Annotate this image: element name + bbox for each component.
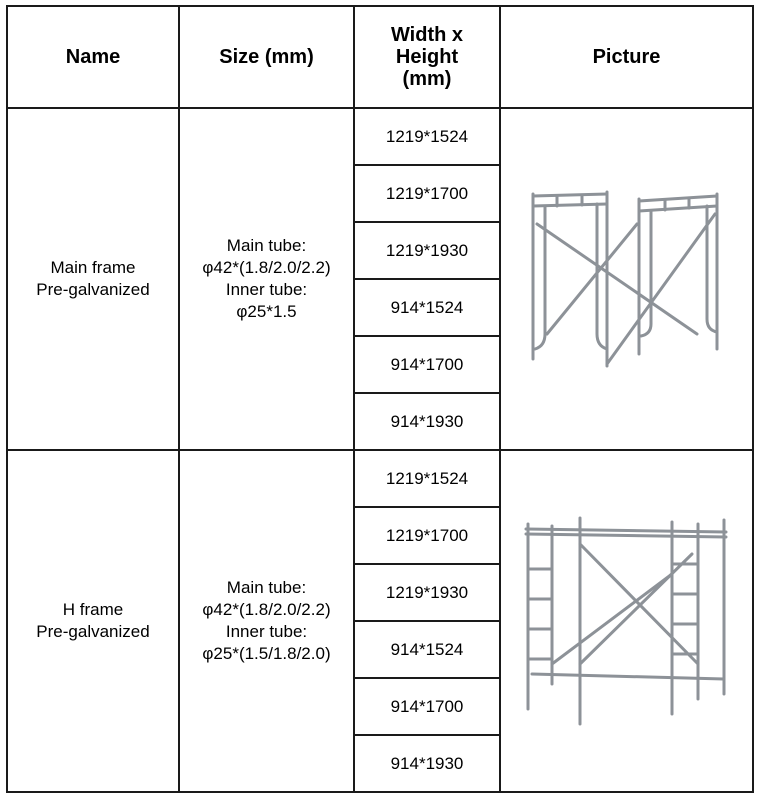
table-row [7,450,753,507]
main-frame-dim: 1219*1930 [354,222,500,279]
h-frame-dim: 914*1700 [354,678,500,735]
h-frame-picture [500,450,753,792]
h-frame-dim: 914*1524 [354,621,500,678]
h-frame-size: Main tube: φ42*(1.8/2.0/2.2) Inner tube: φ25*(1.5/1.8/2.0) [179,450,354,792]
walk-through-scaffold-frame-image [527,184,727,374]
main-frame-dim: 1219*1700 [354,165,500,222]
main-frame-picture [500,108,753,450]
h-frame-dim: 1219*1700 [354,507,500,564]
frame-spec-table [6,5,754,793]
h-frame-dim: 914*1930 [354,735,500,792]
header-width-height: Width x Height (mm) [354,6,500,108]
header-size: Size (mm) [179,6,354,108]
h-frame-dim: 1219*1524 [354,450,500,507]
h-frame-name: H frame Pre-galvanized [7,450,179,792]
main-frame-dim: 914*1524 [354,279,500,336]
main-frame-dim: 914*1700 [354,336,500,393]
h-ladder-scaffold-frame-image [522,514,732,729]
main-frame-dim: 914*1930 [354,393,500,450]
h-frame-dim: 1219*1930 [354,564,500,621]
header-picture: Picture [500,6,753,108]
main-frame-dim: 1219*1524 [354,108,500,165]
table-row [7,108,753,165]
main-frame-size: Main tube: φ42*(1.8/2.0/2.2) Inner tube: φ25*1.5 [179,108,354,450]
header-name: Name [7,6,179,108]
main-frame-name: Main frame Pre-galvanized [7,108,179,450]
header-row [7,6,753,108]
